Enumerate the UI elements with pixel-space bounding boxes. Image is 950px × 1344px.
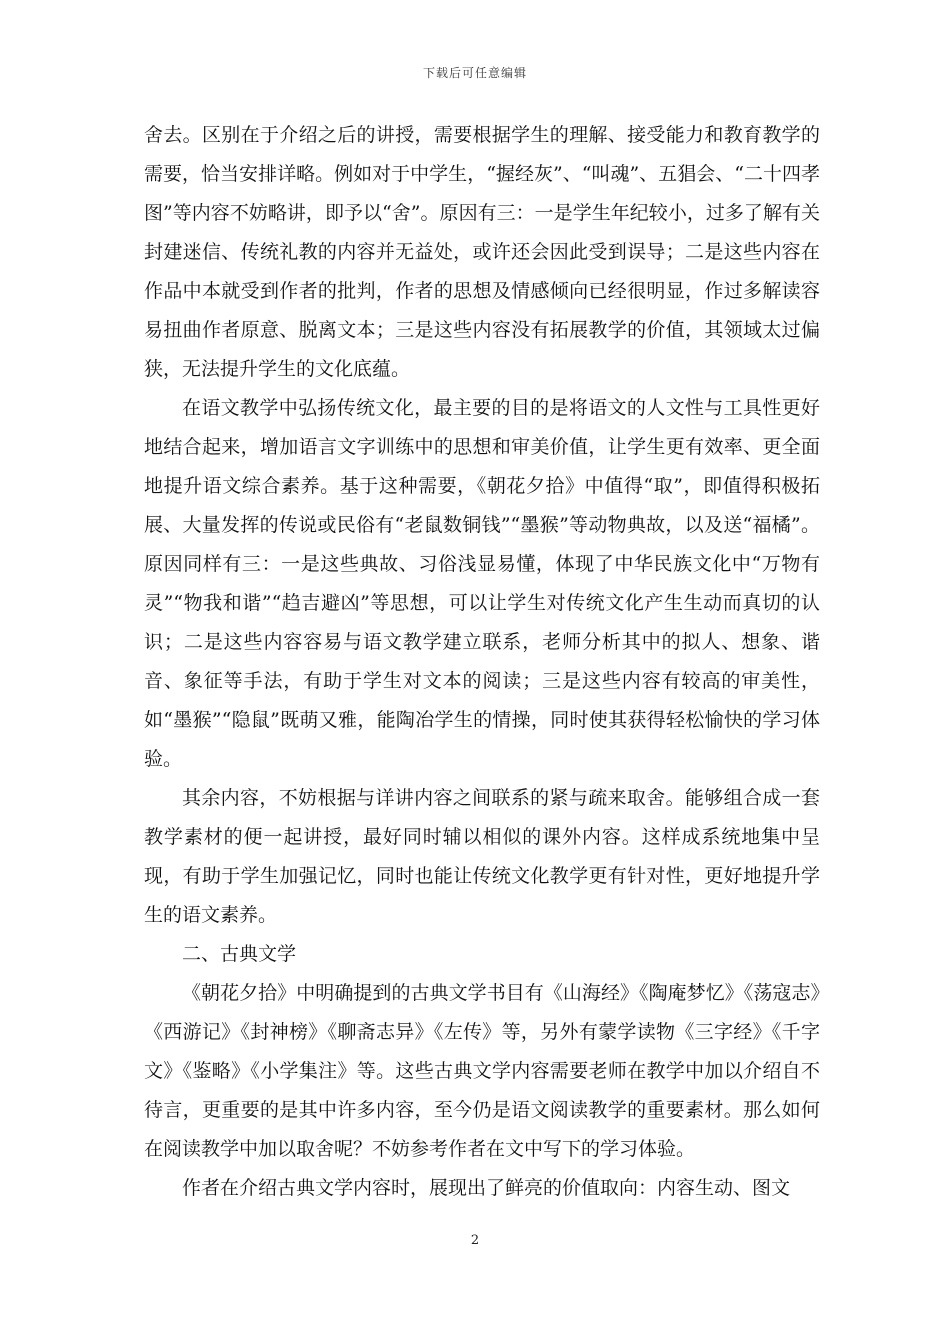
paragraph-continuation: 舍去。区别在于介绍之后的讲授，需要根据学生的理解、接受能力和教育教学的需要，恰当安排详略。例如对于中学生，“握经灰”、“叫魂”、五猖会、“二十四孝图”等内容不妨略讲，即予以“舍”。原因有三：一是学生年纪较小，过多了解有关封建迷信、传统礼教的内容并无益处，或许还会因此受到误导；二是这些内容在作品中本就受到作者的批判，作者的思想及情感倾向已经很明显，作过多解读容易扭曲作者原意、脱离文本；三是这些内容没有拓展教学的价值，其领域太过偏狭，无法提升学生的文化底蕴。: [144, 124, 820, 380]
paragraph: 其余内容，不妨根据与详讲内容之间联系的紧与疏来取舍。能够组合成一套教学素材的便一起讲授，最好同时辅以相似的课外内容。这样成系统地集中呈现，有助于学生加强记忆，同时也能让传统文化教学更有针对性，更好地提升学生的语文素养。: [144, 787, 820, 926]
page-number: 2: [470, 1233, 480, 1248]
paragraph: 作者在介绍古典文学内容时，展现出了鲜亮的价值取向：内容生动、图文: [182, 1177, 791, 1199]
paragraph: 在语文教学中弘扬传统文化，最主要的目的是将语文的人文性与工具性更好地结合起来，增加语言文字训练中的思想和审美价值，让学生更有效率、更全面地提升语文综合素养。基于这种需要，《朝花夕拾》中值得“取”，即值得积极拓展、大量发挥的传说或民俗有“老鼠数铜钱”“墨猴”等动物典故，以及送“福橘”。原因同样有三：一是这些典故、习俗浅显易懂，体现了中华民族文化中“万物有灵”“物我和谐”“趋吉避凶”等思想，可以让学生对传统文化产生生动而真切的认识；二是这些内容容易与语文教学建立联系，老师分析其中的拟人、想象、谐音、象征等手法，有助于学生对文本的阅读；三是这些内容有较高的审美性，如“墨猴”“隐鼠”既萌又雅，能陶冶学生的情操，同时使其获得轻松愉快的学习体验。: [144, 397, 820, 770]
document-body: [144, 116, 820, 1208]
page-header: 下载后可任意编辑: [422, 66, 527, 80]
section-heading: 二、古典文学: [182, 943, 297, 965]
paragraph: 《朝花夕拾》中明确提到的古典文学书目有《山海经》《陶庵梦忆》《荡寇志》《西游记》《封神榜》《聊斋志异》《左传》等，另外有蒙学读物《三字经》《千字文》《鉴略》《小学集注》等。这些古典文学内容需要老师在教学中加以介绍自不待言，更重要的是其中许多内容，至今仍是语文阅读教学的重要素材。那么如何在阅读教学中加以取舍呢？不妨参考作者在文中写下的学习体验。: [144, 982, 820, 1160]
